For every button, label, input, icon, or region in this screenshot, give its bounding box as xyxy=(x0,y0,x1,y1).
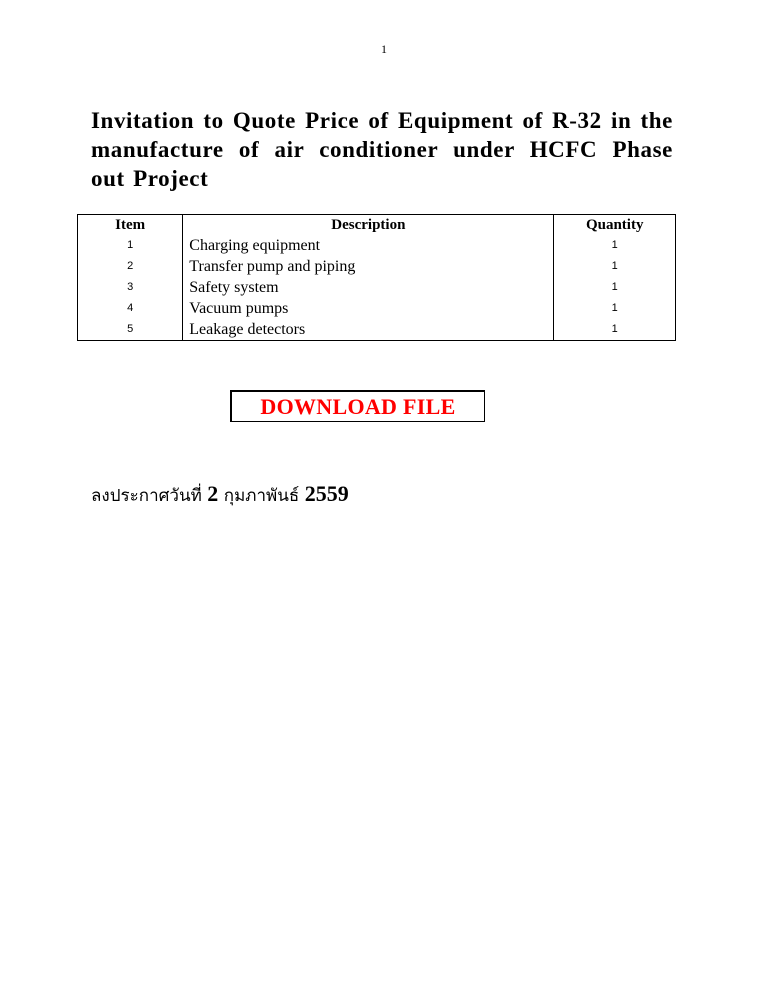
item-quantity: 1 xyxy=(611,239,618,251)
download-file-button[interactable] xyxy=(230,390,485,422)
item-number: 1 xyxy=(78,235,183,256)
table-row xyxy=(78,277,676,298)
table-row xyxy=(78,256,676,277)
item-description: Safety system xyxy=(183,277,554,298)
item-number: 5 xyxy=(78,319,183,341)
item-description: Vacuum pumps xyxy=(183,298,554,319)
posted-date xyxy=(91,481,349,509)
equipment-table xyxy=(77,214,676,341)
table-row xyxy=(78,319,676,341)
document-title: Invitation to Quote Price of Equipment of R-32 in the manufacture of air conditioner under HCFC Phase out Project xyxy=(91,108,673,191)
item-number: 4 xyxy=(78,298,183,319)
item-quantity: 1 xyxy=(611,302,618,314)
table-row xyxy=(78,298,676,319)
item-description: Transfer pump and piping xyxy=(183,256,554,277)
header-description: Description xyxy=(183,215,554,236)
header-item: Item xyxy=(78,215,183,236)
table-header-row xyxy=(78,215,676,236)
item-description: Charging equipment xyxy=(183,235,554,256)
item-number: 2 xyxy=(78,256,183,277)
table-row xyxy=(78,235,676,256)
posted-year: 2559 xyxy=(304,481,349,506)
item-number: 3 xyxy=(78,277,183,298)
item-quantity: 1 xyxy=(611,260,618,272)
item-description: Leakage detectors xyxy=(183,319,554,341)
item-quantity: 1 xyxy=(611,323,618,335)
page-number: 1 xyxy=(381,42,387,56)
item-quantity: 1 xyxy=(611,281,618,293)
posted-month: กุมภาพันธ์ xyxy=(223,486,300,506)
header-quantity: Quantity xyxy=(585,217,644,233)
download-file-label: DOWNLOAD FILE xyxy=(260,393,456,419)
posted-prefix: ลงประกาศวันที่ xyxy=(91,486,202,506)
posted-day: 2 xyxy=(207,481,219,506)
